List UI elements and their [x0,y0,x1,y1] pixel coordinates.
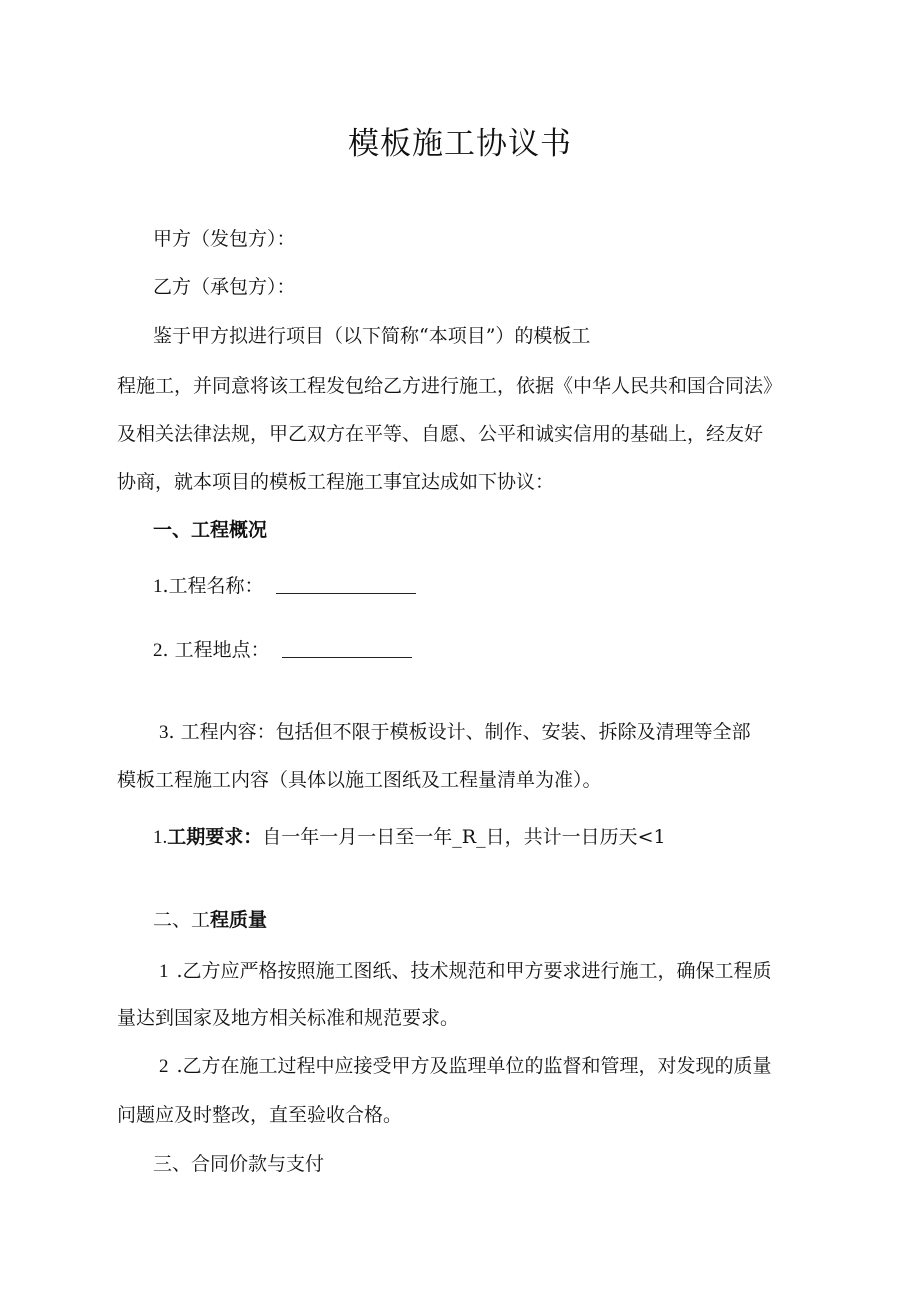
preamble-line-1: 鉴于甲方拟进行项目（以下简称“本项目”）的模板工 [153,325,591,347]
section-2-heading-bold: 程质量 [210,909,268,931]
document-title: 模板施工协议书 [348,126,572,162]
party-b-line: 乙方（承包方）： [153,276,296,298]
project-location-label: . 工程地点： [162,639,270,661]
quality-item-2 [159,1052,772,1081]
project-content-line-2: 模板工程施工内容（具体以施工图纸及工程量清单为准）。 [117,769,602,791]
section-3-heading: 三、合同价款与支付 [153,1153,325,1175]
item-number: 1 [159,961,169,982]
section-2-heading-prefix: 二、工 [153,909,211,931]
item-number: 2 [159,1056,169,1077]
quality-item-1-line-2: 量达到国家及地方相关标准和规范要求。 [117,1007,460,1029]
schedule-item [153,823,666,852]
item-number: 1. [153,827,168,848]
quality-item-1-line-1: .乙方应严格按照施工图纸、技术规范和甲方要求进行施工，确保工程质 [176,960,772,982]
project-location-item [153,636,412,665]
project-content-item [159,718,751,747]
project-name-label: .工程名称： [162,575,264,597]
item-number: 2 [153,640,163,661]
quality-item-2-line-1: .乙方在施工过程中应接受甲方及监理单位的监督和管理，对发现的质量 [176,1055,772,1077]
quality-item-1 [159,957,772,986]
project-content-line-1: . 工程内容：包括但不限于模板设计、制作、安装、拆除及清理等全部 [168,721,751,743]
preamble-line-3: 及相关法律法规，甲乙双方在平等、自愿、公平和诚实信用的基础上，经友好 [117,423,764,445]
schedule-label: 工期要求： [167,826,263,848]
schedule-text: 自一年一月一日至一年_R_日，共计一日历天<1 [262,826,666,848]
preamble-line-4: 协商，就本项目的模板工程施工事宜达成如下协议： [117,471,555,493]
party-a-line: 甲方（发包方）： [153,228,296,250]
section-2-heading [153,906,267,934]
preamble-line-2: 程施工，并同意将该工程发包给乙方进行施工，依据《中华人民共和国合同法》 [117,375,783,397]
item-number: 1 [153,576,163,597]
section-1-heading: 一、工程概况 [153,519,268,541]
project-location-blank [282,639,412,658]
item-number: 3 [159,722,169,743]
project-name-item [153,572,416,601]
quality-item-2-line-2: 问题应及时整改，直至验收合格。 [117,1104,403,1126]
project-name-blank [276,575,416,594]
